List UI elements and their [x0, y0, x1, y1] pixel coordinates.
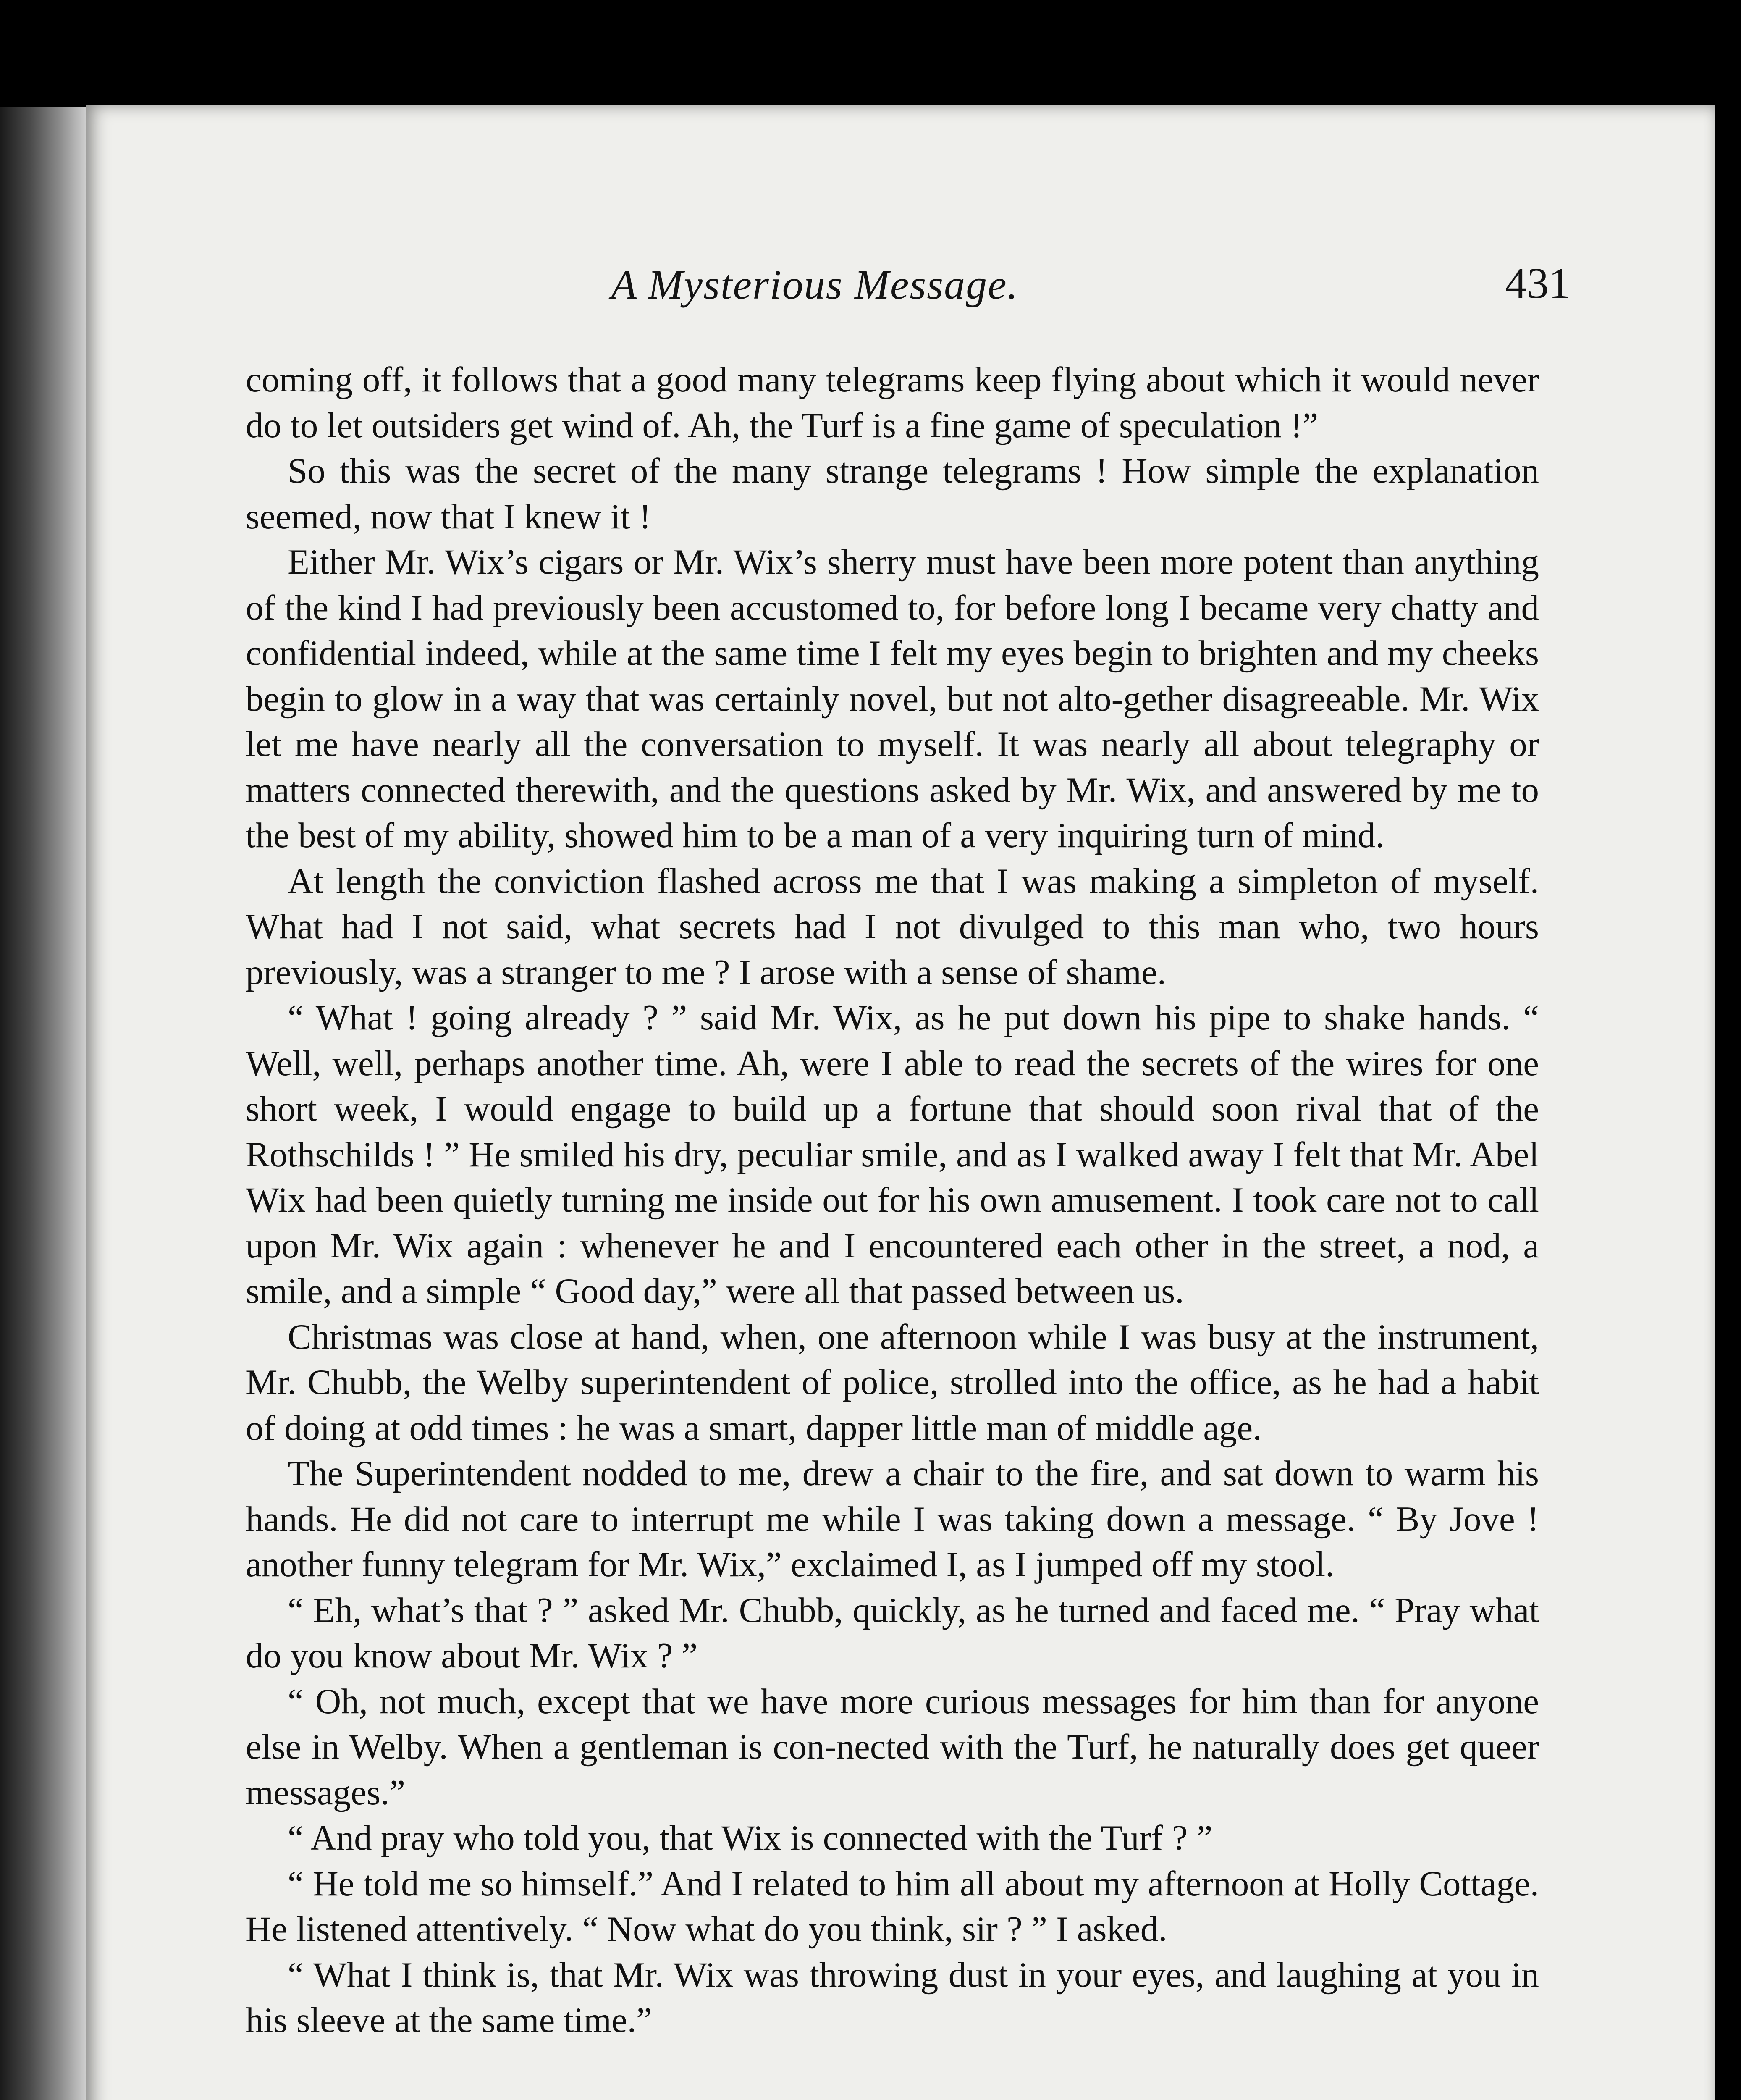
paragraph: Christmas was close at hand, when, one afternoon while I was busy at the instrument, Mr. Chubb, the Welby superintendent of police, strolled into the office, as he had a habit of doing at odd times : he was a smart, dapper little man of middle age. [246, 1317, 1539, 1448]
book-spine-gutter [0, 107, 86, 2100]
page-number: 431 [1505, 259, 1571, 307]
paragraph: “ And pray who told you, that Wix is connected with the Turf ? ” [288, 1818, 1213, 1858]
paragraph: So this was the secret of the many strange telegrams ! How simple the explanation seemed, now that I knew it ! [246, 451, 1539, 536]
running-title: A Mysterious Message. [611, 261, 1019, 308]
body-text [246, 357, 1539, 2100]
book-page [86, 105, 1715, 2100]
page-header [86, 260, 1715, 323]
paragraph: coming off, it follows that a good many telegrams keep flying about which it would never do to let outsiders get wind of. Ah, the Turf is a fine game of speculation !” [246, 360, 1539, 445]
paragraph: “ Oh, not much, except that we have more curious messages for him than for anyone else in Welby. When a gentleman is con-nected with the Turf, he naturally does get queer messages.” [246, 1681, 1539, 1812]
paragraph: At length the conviction flashed across me that I was making a simpleton of myself. What had I not said, what secrets had I not divulged to this man who, two hours previously, was a stranger to me ? I arose with a sense of shame. [246, 861, 1539, 992]
paragraph: “ What I think is, that Mr. Wix was throwing dust in your eyes, and laughing at you in his sleeve at the same time.” [246, 1955, 1539, 2040]
paragraph: Either Mr. Wix’s cigars or Mr. Wix’s sherry must have been more potent than anything of the kind I had previously been accustomed to, for before long I became very chatty and confidential indeed, while at the same time I felt my eyes begin to brighten and my cheeks begin to glow in a way that was certainly novel, but not alto-gether disagreeable. Mr. Wix let me have nearly all the conversation to myself. It was nearly all about telegraphy or matters connected therewith, and the questions asked by Mr. Wix, and answered by me to the best of my ability, showed him to be a man of a very inquiring turn of mind. [246, 542, 1539, 855]
paragraph: “ What ! going already ? ” said Mr. Wix, as he put down his pipe to shake hands. “ Well, well, perhaps another time. Ah, were I able to read the secrets of the wires for one short week, I would engage to build up a fortune that should soon rival that of the Rothschilds ! ” He smiled his dry, peculiar smile, and as I walked away I felt that Mr. Abel Wix had been quietly turning me inside out for his own amusement. I took care not to call upon Mr. Wix again : whenever he and I encountered each other in the street, a nod, a smile, and a simple “ Good day,” were all that passed between us. [246, 998, 1539, 1311]
paragraph: “ He told me so himself.” And I related to him all about my afternoon at Holly Cottage. He listened attentively. “ Now what do you think, sir ? ” I asked. [246, 1864, 1539, 1949]
paragraph: The Superintendent nodded to me, drew a chair to the fire, and sat down to warm his hands. He did not care to interrupt me while I was taking down a message. “ By Jove ! another funny telegram for Mr. Wix,” exclaimed I, as I jumped off my stool. [246, 1454, 1539, 1584]
paragraph: “ Eh, what’s that ? ” asked Mr. Chubb, quickly, as he turned and faced me. “ Pray what do you know about Mr. Wix ? ” [246, 1590, 1539, 1675]
